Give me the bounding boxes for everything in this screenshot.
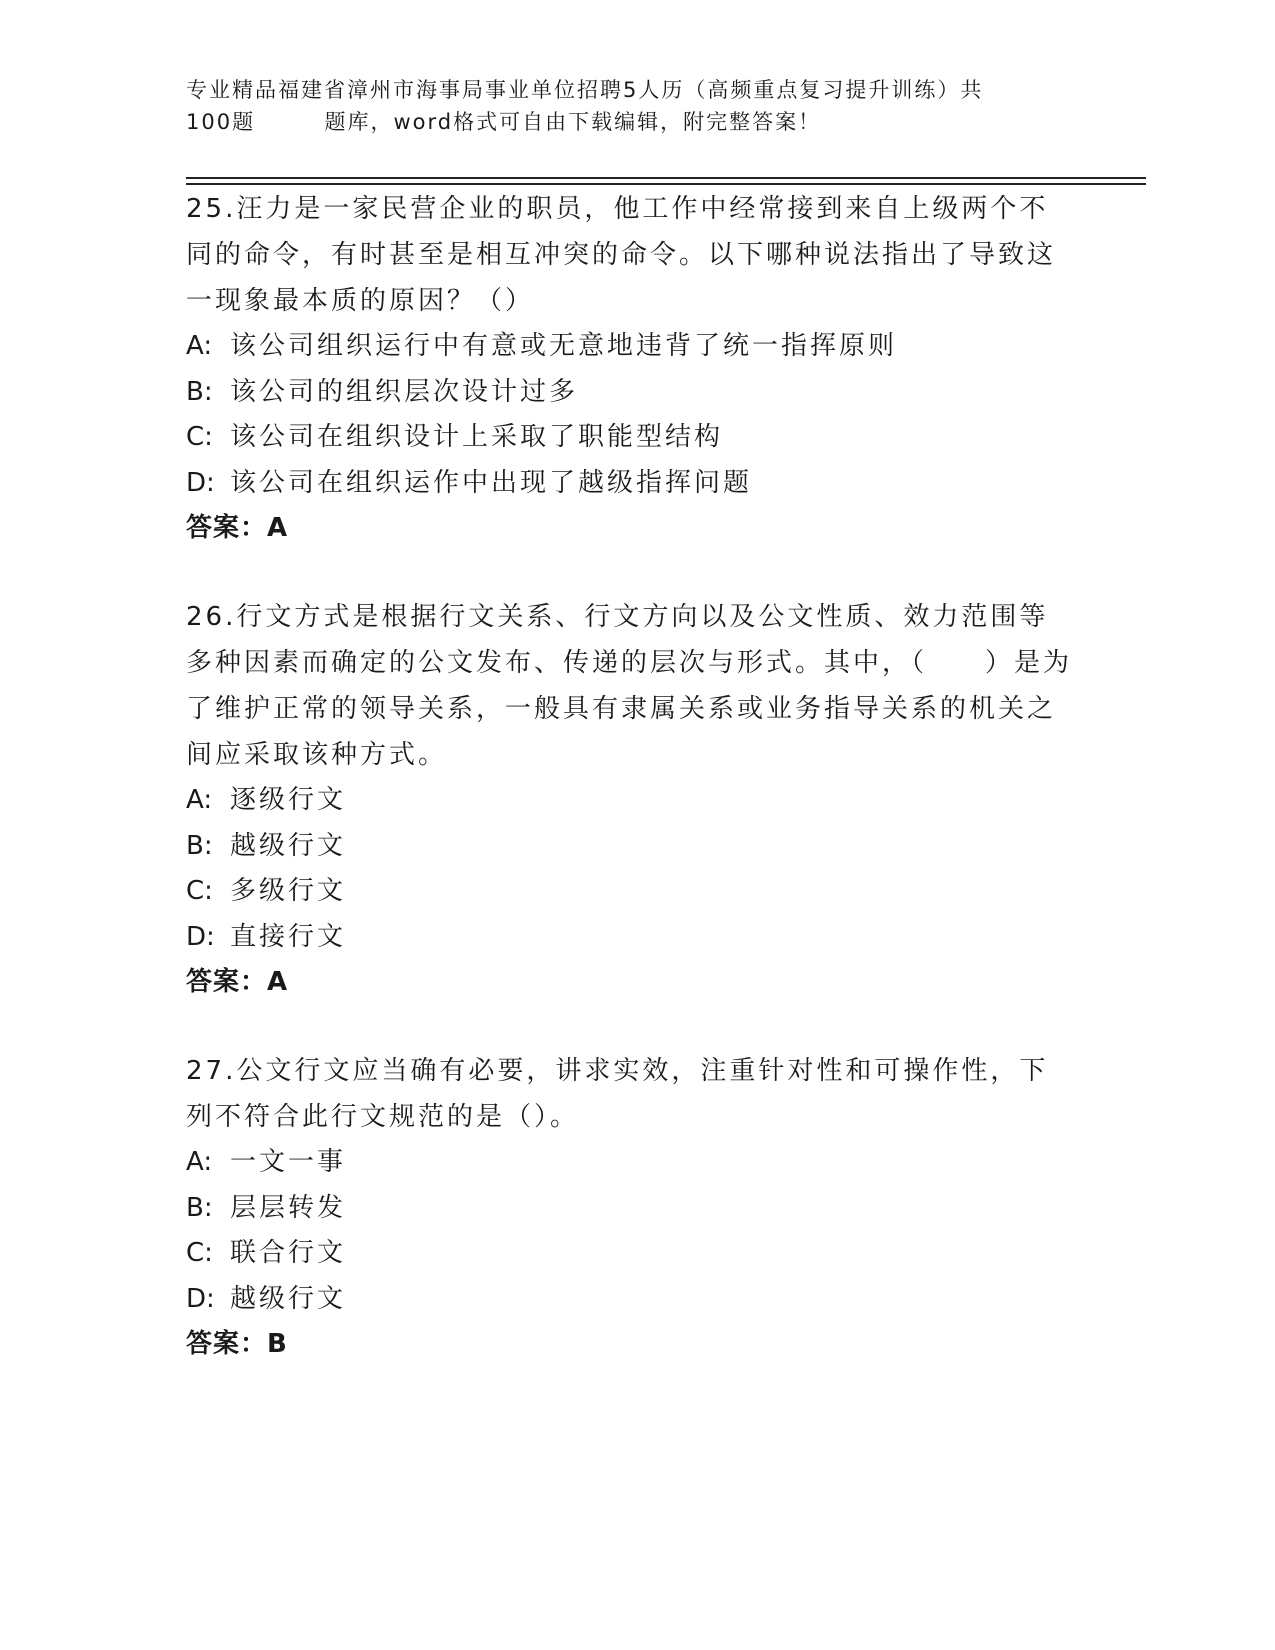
question-item [186,1048,1086,1367]
option-letter: B: [186,830,213,861]
option-letter: A: [186,1147,213,1177]
question-option-d [186,461,1086,507]
question-stem: 26.行文方式是根据行文关系、行文方向以及公文性质、效力范围等多种因素而确定的公文发布、传递的层次与形式。其中，（ ）是为了维护正常的领导关系，一般具有隶属关系或业务指导关系的机关之间应采取该种方式。 [186,602,1073,770]
header-divider-bottom [186,183,1146,185]
option-letter: B: [186,1192,213,1223]
option-text: 该公司在组织设计上采取了职能型结构 [230,422,724,452]
header-divider-top [186,177,1146,179]
question-spacer [186,1005,1086,1048]
question-stem: 27.公文行文应当确有必要，讲求实效，注重针对性和可操作性，下列不符合此行文规范的是（）。 [186,1056,1049,1132]
option-text: 该公司的组织层次设计过多 [230,376,579,407]
option-letter: D: [186,1283,215,1314]
header-line-2: 100题 题库，word格式可自由下载编辑，附完整答案！ [186,110,822,134]
option-letter: C: [186,876,213,906]
question-answer: 答案：A [186,513,289,543]
option-text: 层层转发 [230,1192,347,1223]
option-letter: A: [186,785,213,815]
question-option-c [186,869,1086,915]
option-text: 联合行文 [230,1238,347,1268]
option-letter: D: [186,921,215,952]
question-option-b [186,824,1086,870]
option-text: 一文一事 [230,1147,347,1177]
question-option-d [186,915,1086,961]
question-option-c [186,1231,1086,1277]
option-letter: C: [186,422,213,452]
question-option-a [186,324,1086,370]
option-letter: C: [186,1238,213,1268]
question-item [186,594,1086,1005]
header-line-1: 专业精品福建省漳州市海事局事业单位招聘5人历（高频重点复习提升训练）共 [186,78,984,102]
question-option-a [186,1140,1086,1186]
question-stem: 25.汪力是一家民营企业的职员，他工作中经常接到来自上级两个不同的命令，有时甚至是相互冲突的命令。以下哪种说法指出了导致这一现象最本质的原因？（） [186,194,1057,316]
question-option-a [186,778,1086,824]
option-text: 越级行文 [230,1283,347,1314]
question-list [186,186,1086,1367]
question-answer: 答案：A [186,967,289,997]
question-option-b [186,1186,1086,1232]
option-text: 直接行文 [230,921,347,952]
option-letter: D: [186,467,215,498]
question-answer: 答案：B [186,1329,288,1359]
question-option-b [186,370,1086,416]
option-text: 该公司在组织运作中出现了越级指挥问题 [230,467,753,498]
question-option-d [186,1277,1086,1323]
option-text: 多级行文 [230,876,347,906]
option-text: 逐级行文 [230,785,347,815]
option-text: 越级行文 [230,830,347,861]
question-spacer [186,551,1086,594]
option-letter: B: [186,376,213,407]
option-text: 该公司组织运行中有意或无意地违背了统一指挥原则 [230,331,898,361]
page-header [186,74,1086,138]
option-letter: A: [186,331,213,361]
question-option-c [186,415,1086,461]
question-item [186,186,1086,551]
